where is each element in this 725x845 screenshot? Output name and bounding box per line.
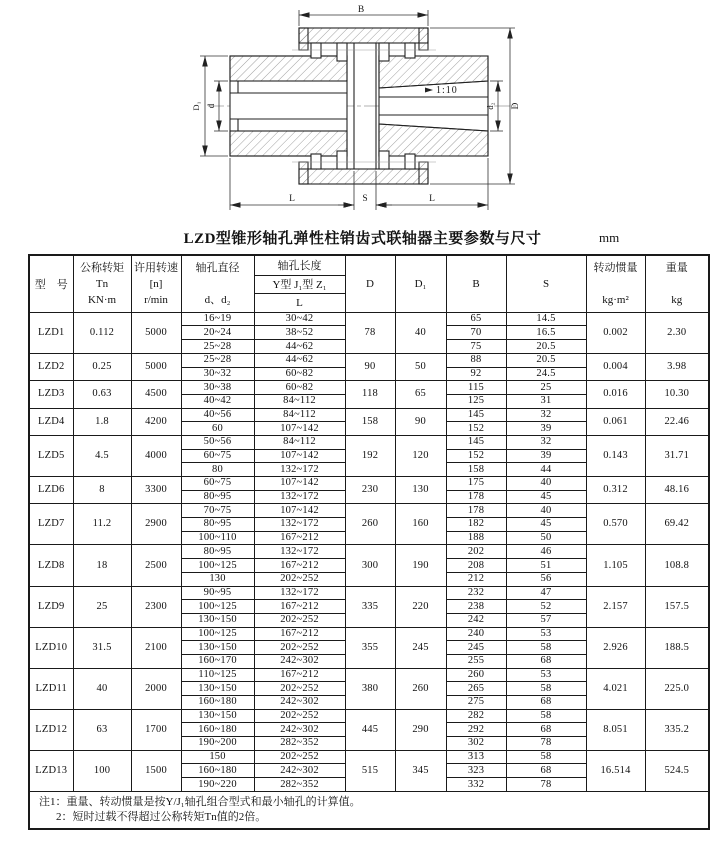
dim-B-cell: 292 (446, 723, 506, 737)
dim-B-cell: 152 (446, 422, 506, 436)
dim-D1-cell: 290 (395, 709, 446, 750)
weight-cell: 524.5 (645, 750, 709, 791)
dim-B-cell: 245 (446, 641, 506, 655)
dim-B-cell: 88 (446, 353, 506, 367)
bore-length-cell: 107~142 (254, 504, 345, 518)
speed-header-line2: [n] (149, 277, 163, 290)
col-header-S: S (506, 255, 586, 312)
dim-B-cell: 202 (446, 545, 506, 559)
table-row-lzd10-1 (29, 627, 709, 641)
dim-S-cell: 53 (506, 627, 586, 641)
dim-D1-cell: 130 (395, 477, 446, 504)
dim-D-cell: 380 (345, 668, 395, 709)
bore-length-cell: 167~212 (254, 600, 345, 614)
dim-label-d: d (206, 103, 216, 109)
torque-header-line1: 公称转矩 (80, 261, 124, 274)
dim-B-cell: 188 (446, 531, 506, 545)
inertia-cell: 0.061 (586, 408, 645, 435)
dim-D1-cell: 260 (395, 668, 446, 709)
bore-dia-header-line1: 轴孔直径 (195, 261, 240, 274)
dim-D1-cell: 50 (395, 353, 446, 380)
dim-B-cell: 260 (446, 668, 506, 682)
dim-B-cell: 182 (446, 518, 506, 532)
table-row-lzd9-1 (29, 586, 709, 600)
dim-S-cell: 58 (506, 709, 586, 723)
dim-label-S: S (362, 194, 368, 204)
dim-D1-cell: 160 (395, 504, 446, 545)
dim-S-cell: 40 (506, 477, 586, 491)
dim-label-L-right: L (429, 194, 435, 204)
bore-length-cell: 202~252 (254, 572, 345, 586)
torque-cell: 11.2 (73, 504, 131, 545)
dim-B-cell: 275 (446, 696, 506, 710)
speed-cell: 2500 (131, 545, 181, 586)
bore-length-cell: 132~172 (254, 463, 345, 477)
bore-diameter-cell: 130~150 (181, 641, 254, 655)
inertia-cell: 1.105 (586, 545, 645, 586)
table-body (29, 312, 709, 791)
dim-B-cell: 178 (446, 504, 506, 518)
bore-length-cell: 242~302 (254, 764, 345, 778)
inertia-cell: 0.002 (586, 312, 645, 353)
bore-diameter-cell: 30~38 (181, 381, 254, 395)
bore-length-cell: 132~172 (254, 545, 345, 559)
bore-length-cell: 30~42 (254, 312, 345, 326)
inertia-cell: 2.926 (586, 627, 645, 668)
col-header-speed (131, 255, 181, 312)
bore-diameter-cell: 100~125 (181, 600, 254, 614)
bore-length-cell: 167~212 (254, 559, 345, 573)
dim-label-d2: d₂ (485, 102, 495, 110)
coupling-drawing (102, 2, 542, 222)
bore-diameter-cell: 130 (181, 572, 254, 586)
dim-D1-cell: 220 (395, 586, 446, 627)
speed-cell: 4000 (131, 435, 181, 476)
bore-length-cell: 84~112 (254, 394, 345, 408)
bore-diameter-cell: 50~56 (181, 435, 254, 449)
bore-length-cell: 242~302 (254, 723, 345, 737)
model-cell: LZD11 (29, 668, 73, 709)
dim-B-cell: 152 (446, 449, 506, 463)
weight-cell: 31.71 (645, 435, 709, 476)
dim-D1-cell: 190 (395, 545, 446, 586)
speed-cell: 3300 (131, 477, 181, 504)
bore-diameter-cell: 150 (181, 750, 254, 764)
speed-cell: 5000 (131, 312, 181, 353)
table-row-lzd13-1 (29, 750, 709, 764)
dim-S-cell: 32 (506, 408, 586, 422)
weight-cell: 22.46 (645, 408, 709, 435)
dim-B-cell: 65 (446, 312, 506, 326)
dim-B-cell: 145 (446, 408, 506, 422)
bore-length-cell: 44~62 (254, 353, 345, 367)
dim-D-cell: 158 (345, 408, 395, 435)
bore-diameter-cell: 70~75 (181, 504, 254, 518)
bore-len-header-line1: 轴孔长度 (277, 260, 322, 273)
speed-header-line3: r/min (144, 293, 168, 306)
dim-S-cell: 68 (506, 696, 586, 710)
inertia-cell: 0.004 (586, 353, 645, 380)
header-row (29, 255, 709, 312)
inertia-cell: 0.312 (586, 477, 645, 504)
model-cell: LZD3 (29, 381, 73, 408)
weight-cell: 2.30 (645, 312, 709, 353)
bore-diameter-cell: 25~28 (181, 353, 254, 367)
speed-cell: 1700 (131, 709, 181, 750)
dim-label-B: B (357, 5, 365, 15)
bore-length-cell: 202~252 (254, 641, 345, 655)
dim-B-cell: 175 (446, 477, 506, 491)
note-1: 注1：重量、转动惯量是按Y/J₁轴孔组合型式和最小轴孔的计算值。 (39, 795, 361, 808)
bore-diameter-cell: 90~95 (181, 586, 254, 600)
weight-cell: 10.30 (645, 381, 709, 408)
speed-cell: 2000 (131, 668, 181, 709)
torque-cell: 25 (73, 586, 131, 627)
torque-cell: 100 (73, 750, 131, 791)
speed-cell: 4200 (131, 408, 181, 435)
bore-diameter-cell: 25~28 (181, 340, 254, 354)
table-row-lzd5-1 (29, 435, 709, 449)
dim-D1-cell: 345 (395, 750, 446, 791)
dim-B-cell: 282 (446, 709, 506, 723)
bore-diameter-cell: 40~42 (181, 394, 254, 408)
coupling-section-view (102, 2, 542, 222)
torque-cell: 0.112 (73, 312, 131, 353)
bore-diameter-cell: 100~125 (181, 559, 254, 573)
torque-cell: 31.5 (73, 627, 131, 668)
dim-S-cell: 40 (506, 504, 586, 518)
speed-cell: 2300 (131, 586, 181, 627)
dim-S-cell: 45 (506, 518, 586, 532)
bore-diameter-cell: 80 (181, 463, 254, 477)
col-header-inertia (586, 255, 645, 312)
dim-S-cell: 14.5 (506, 312, 586, 326)
inertia-cell: 4.021 (586, 668, 645, 709)
bore-length-cell: 282~352 (254, 778, 345, 792)
dim-B-cell: 240 (446, 627, 506, 641)
bore-diameter-cell: 110~125 (181, 668, 254, 682)
bore-diameter-cell: 160~180 (181, 696, 254, 710)
dim-D-cell: 230 (345, 477, 395, 504)
col-header-bore-length (254, 255, 345, 312)
dim-B-cell: 265 (446, 682, 506, 696)
table-row-lzd2-1 (29, 353, 709, 367)
bore-diameter-cell: 80~95 (181, 490, 254, 504)
bore-len-header-line2: Y型 J₁型 Z₁ (255, 275, 345, 294)
dim-D-cell: 335 (345, 586, 395, 627)
bore-diameter-cell: 60~75 (181, 477, 254, 491)
bore-diameter-cell: 190~220 (181, 778, 254, 792)
torque-cell: 0.25 (73, 353, 131, 380)
dim-S-cell: 44 (506, 463, 586, 477)
inertia-cell: 0.570 (586, 504, 645, 545)
dim-B-cell: 232 (446, 586, 506, 600)
torque-cell: 4.5 (73, 435, 131, 476)
speed-header-line1: 许用转速 (134, 261, 178, 274)
dim-D1-cell: 120 (395, 435, 446, 476)
bore-diameter-cell: 60~75 (181, 449, 254, 463)
bore-diameter-cell: 190~200 (181, 737, 254, 751)
bore-length-cell: 132~172 (254, 490, 345, 504)
bore-diameter-cell: 130~150 (181, 709, 254, 723)
dim-B-cell: 178 (446, 490, 506, 504)
dim-S-cell: 68 (506, 654, 586, 668)
dim-D1-cell: 245 (395, 627, 446, 668)
bore-length-cell: 132~172 (254, 586, 345, 600)
model-cell: LZD9 (29, 586, 73, 627)
weight-cell: 188.5 (645, 627, 709, 668)
dim-S-cell: 20.5 (506, 353, 586, 367)
col-header-B: B (446, 255, 506, 312)
weight-header-line1: 重量 (665, 261, 688, 274)
bore-diameter-cell: 100~110 (181, 531, 254, 545)
dim-label-L-left: L (289, 194, 295, 204)
bore-diameter-cell: 160~180 (181, 723, 254, 737)
notes-row (29, 791, 709, 829)
col-header-bore-diameter (181, 255, 254, 312)
dim-S-cell: 57 (506, 613, 586, 627)
parameters-table (28, 254, 710, 830)
model-cell: LZD10 (29, 627, 73, 668)
torque-cell: 1.8 (73, 408, 131, 435)
dim-S-cell: 25 (506, 381, 586, 395)
dim-D1-cell: 65 (395, 381, 446, 408)
dim-S-cell: 68 (506, 723, 586, 737)
table-header (29, 255, 709, 312)
dim-B-cell: 255 (446, 654, 506, 668)
bore-diameter-cell: 160~180 (181, 764, 254, 778)
torque-cell: 63 (73, 709, 131, 750)
dim-D-cell: 118 (345, 381, 395, 408)
bore-length-cell: 107~142 (254, 449, 345, 463)
dim-S-cell: 50 (506, 531, 586, 545)
bore-diameter-cell: 100~125 (181, 627, 254, 641)
dim-S-cell: 39 (506, 449, 586, 463)
col-header-D1: D₁ (395, 255, 446, 312)
bore-diameter-cell: 40~56 (181, 408, 254, 422)
bore-len-header-line3: L (255, 293, 345, 312)
dim-S-cell: 58 (506, 750, 586, 764)
bore-length-cell: 84~112 (254, 435, 345, 449)
bore-length-cell: 38~52 (254, 326, 345, 340)
dim-B-cell: 313 (446, 750, 506, 764)
model-cell: LZD1 (29, 312, 73, 353)
dim-B-cell: 302 (446, 737, 506, 751)
bore-length-cell: 202~252 (254, 682, 345, 696)
dim-B-cell: 208 (446, 559, 506, 573)
dim-S-cell: 53 (506, 668, 586, 682)
dim-S-cell: 51 (506, 559, 586, 573)
inertia-header-line2: kg·m² (602, 293, 629, 306)
dim-B-cell: 158 (446, 463, 506, 477)
dim-B-cell: 238 (446, 600, 506, 614)
dim-D-cell: 445 (345, 709, 395, 750)
dim-B-cell: 115 (446, 381, 506, 395)
dim-S-cell: 20.5 (506, 340, 586, 354)
dim-S-cell: 32 (506, 435, 586, 449)
dim-B-cell: 242 (446, 613, 506, 627)
inertia-cell: 16.514 (586, 750, 645, 791)
table-row-lzd3-1 (29, 381, 709, 395)
bore-diameter-cell: 30~32 (181, 367, 254, 381)
speed-cell: 2900 (131, 504, 181, 545)
speed-cell: 4500 (131, 381, 181, 408)
bore-diameter-cell: 60 (181, 422, 254, 436)
dim-S-cell: 31 (506, 394, 586, 408)
speed-cell: 1500 (131, 750, 181, 791)
bore-length-cell: 132~172 (254, 518, 345, 532)
bore-length-cell: 242~302 (254, 654, 345, 668)
model-cell: LZD8 (29, 545, 73, 586)
dim-S-cell: 78 (506, 737, 586, 751)
weight-cell: 157.5 (645, 586, 709, 627)
dim-D-cell: 90 (345, 353, 395, 380)
speed-cell: 2100 (131, 627, 181, 668)
dim-B-cell: 125 (446, 394, 506, 408)
bore-length-cell: 242~302 (254, 696, 345, 710)
weight-cell: 225.0 (645, 668, 709, 709)
bore-diameter-cell: 80~95 (181, 518, 254, 532)
model-cell: LZD6 (29, 477, 73, 504)
bore-length-cell: 167~212 (254, 531, 345, 545)
speed-cell: 5000 (131, 353, 181, 380)
table-row-lzd11-1 (29, 668, 709, 682)
inertia-cell: 0.016 (586, 381, 645, 408)
dim-D-cell: 260 (345, 504, 395, 545)
bore-length-cell: 84~112 (254, 408, 345, 422)
weight-cell: 48.16 (645, 477, 709, 504)
torque-cell: 40 (73, 668, 131, 709)
torque-cell: 8 (73, 477, 131, 504)
bore-diameter-cell: 16~19 (181, 312, 254, 326)
dim-B-cell: 75 (446, 340, 506, 354)
dim-S-cell: 46 (506, 545, 586, 559)
dim-B-cell: 70 (446, 326, 506, 340)
bore-length-cell: 44~62 (254, 340, 345, 354)
dim-S-cell: 16.5 (506, 326, 586, 340)
col-header-torque (73, 255, 131, 312)
inertia-cell: 8.051 (586, 709, 645, 750)
table-row-lzd1-1 (29, 312, 709, 326)
bore-length-cell: 167~212 (254, 668, 345, 682)
table-row-lzd4-1 (29, 408, 709, 422)
dim-D1-cell: 40 (395, 312, 446, 353)
model-cell: LZD7 (29, 504, 73, 545)
table-row-lzd8-1 (29, 545, 709, 559)
dim-B-cell: 332 (446, 778, 506, 792)
dim-S-cell: 68 (506, 764, 586, 778)
bore-diameter-cell: 20~24 (181, 326, 254, 340)
inertia-header-line1: 转动惯量 (593, 261, 638, 274)
dim-label-D: D (511, 102, 521, 110)
dim-D-cell: 78 (345, 312, 395, 353)
model-cell: LZD12 (29, 709, 73, 750)
dim-S-cell: 39 (506, 422, 586, 436)
page-title: LZD型锥形轴孔弹性柱销齿式联轴器主要参数与尺寸 (183, 231, 542, 247)
bore-diameter-cell: 80~95 (181, 545, 254, 559)
dim-label-D1: D₁ (191, 101, 201, 111)
col-header-D: D (345, 255, 395, 312)
weight-cell: 335.2 (645, 709, 709, 750)
weight-header-line2: kg (671, 293, 683, 306)
dim-B-cell: 92 (446, 367, 506, 381)
weight-cell: 108.8 (645, 545, 709, 586)
note-2: 2：短时过载不得超过公称转矩Tn值的2倍。 (56, 810, 267, 823)
dim-S-cell: 24.5 (506, 367, 586, 381)
table-row-lzd7-1 (29, 504, 709, 518)
torque-header-line3: KN·m (87, 293, 117, 306)
bore-length-cell: 60~82 (254, 367, 345, 381)
dim-S-cell: 58 (506, 682, 586, 696)
dim-S-cell: 58 (506, 641, 586, 655)
torque-cell: 0.63 (73, 381, 131, 408)
bore-length-cell: 202~252 (254, 750, 345, 764)
bore-length-cell: 202~252 (254, 613, 345, 627)
inertia-cell: 2.157 (586, 586, 645, 627)
dim-D1-cell: 90 (395, 408, 446, 435)
inertia-cell: 0.143 (586, 435, 645, 476)
model-cell: LZD5 (29, 435, 73, 476)
bore-length-cell: 107~142 (254, 422, 345, 436)
bore-length-cell: 60~82 (254, 381, 345, 395)
dim-B-cell: 212 (446, 572, 506, 586)
bore-length-cell: 107~142 (254, 477, 345, 491)
bore-dia-header-line2: d、d₂ (204, 293, 231, 306)
dim-B-cell: 323 (446, 764, 506, 778)
bore-length-cell: 282~352 (254, 737, 345, 751)
dim-S-cell: 78 (506, 778, 586, 792)
model-cell: LZD13 (29, 750, 73, 791)
dim-B-cell: 145 (446, 435, 506, 449)
dim-S-cell: 45 (506, 490, 586, 504)
table-notes (29, 791, 709, 829)
dim-S-cell: 56 (506, 572, 586, 586)
dim-D-cell: 300 (345, 545, 395, 586)
bore-length-cell: 202~252 (254, 709, 345, 723)
col-header-weight (645, 255, 709, 312)
col-header-model: 型 号 (29, 255, 73, 312)
dim-S-cell: 47 (506, 586, 586, 600)
dim-S-cell: 52 (506, 600, 586, 614)
model-cell: LZD4 (29, 408, 73, 435)
table-row-lzd12-1 (29, 709, 709, 723)
taper-label: 1:10 (436, 85, 458, 96)
weight-cell: 3.98 (645, 353, 709, 380)
table-footer (29, 791, 709, 829)
unit-label: mm (599, 230, 620, 245)
table-row-lzd6-1 (29, 477, 709, 491)
torque-cell: 18 (73, 545, 131, 586)
dim-D-cell: 515 (345, 750, 395, 791)
model-cell: LZD2 (29, 353, 73, 380)
bore-diameter-cell: 130~150 (181, 613, 254, 627)
bore-diameter-cell: 160~170 (181, 654, 254, 668)
bore-length-cell: 167~212 (254, 627, 345, 641)
dim-D-cell: 192 (345, 435, 395, 476)
weight-cell: 69.42 (645, 504, 709, 545)
bore-diameter-cell: 130~150 (181, 682, 254, 696)
dim-D-cell: 355 (345, 627, 395, 668)
torque-header-line2: Tn (95, 277, 109, 290)
